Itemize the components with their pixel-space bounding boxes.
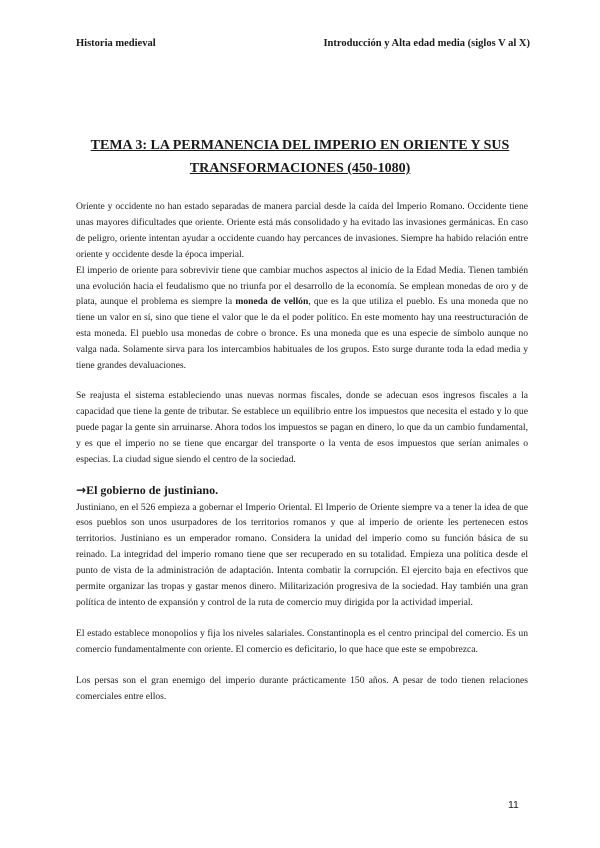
bold-term-vellon: moneda de vellón	[235, 296, 309, 308]
paragraph-6: Los persas son el gran enemigo del imperio durante prácticamente 150 años. A pesar de todo tienen relaciones comerciales entre ellos.	[76, 674, 528, 702]
paragraph-2	[76, 263, 528, 374]
paragraph-5: El estado establece monopolios y fija los niveles salariales. Constantinopla es el centro principal del comercio. Es un comercio fundamentalmente con oriente. El comercio es deficitario, lo que hace que este se empobrezca.	[76, 627, 528, 655]
page-number: 11	[508, 799, 519, 811]
paragraph-4: Justiniano, en el 526 empieza a gobernar el Imperio Oriental. El Imperio de Oriente siempre va a tener la idea de que esos pueblos son unos usurpadores de los territorios romanos y que al imperio de oriente les pertenecen estos territorios. Justiniano es un emperador romano. Considera la unidad del imperio como su función básica de su reinado. La integridad del imperio romano tiene que ser recuperado en su totalidad. Empieza una política desde el punto de vista de la administración de adaptación. Intenta combatir la corrupción. El ejercito baja en efectivos que permite organizar las tropas y gastar menos dinero. Militarización progresiva de la sociedad. Hay también una gran política de intento de expansión y control de la ruta de comercio muy dirigida por la actividad imperial.	[76, 501, 528, 608]
page-header	[76, 38, 530, 49]
arrow-right-icon: →	[76, 482, 87, 497]
header-right: Introducción y Alta edad media (siglos V al X)	[323, 38, 530, 49]
section-heading-text: El gobierno de justiniano.	[86, 482, 219, 497]
title-line-2: TRANSFORMACIONES (450-1080)	[189, 161, 411, 176]
paragraph-2-end: , que es la que utiliza el pueblo. Es una moneda que no tiene un valor en sí, sino que tiene el valor que le da el poder político. En este momento hay una reestructuración de esta moneda. El pueblo usa monedas de cobre o bronce. Es una moneda que es una especie de símbolo aunque no valga nada. Solamente sirva para los intercambios habituales de los grupos. Esto surge durante toda la edad media y tiene grandes devaluaciones.	[76, 296, 528, 372]
paragraph-2-start: El imperio de oriente para sobrevivir tiene que cambiar muchos aspectos al inicio de la Edad Media. Tienen también una evolución hacia el feudalismo que no triunfa por el desarrollo de la economía. Se emplean monedas de oro y de plata, aunque el problema es siempre la	[76, 264, 528, 308]
paragraph-3: Se reajusta el sistema estableciendo unas nuevas normas fiscales, donde se adecuan esos ingresos fiscales a la capacidad que tiene la gente de tributar. Se establece un equilibrio entre los impuestos que necesita el estado y lo que puede pagar la gente sin arruinarse. Ahora todos los impuestos se pagan en dinero, lo que da un cambio fundamental, y es que el imperio no se tiene que encargar del transporte o la venta de esos impuestos que serían animales o especias. La ciudad sigue siendo el centro de la sociedad.	[76, 389, 528, 465]
section-heading	[76, 482, 528, 499]
paragraph-1: Oriente y occidente no han estado separadas de manera parcial desde la caída del Imperio Romano. Occidente tiene unas mayores dificultades que oriente. Oriente está más consolidado y ha evitado las invasiones germánicas. En caso de peligro, oriente intentan ayudar a occidente cuando hay percances de invasiones. Siempre ha habido relación entre oriente y occidente desde la época imperial.	[76, 201, 528, 260]
document-body	[76, 199, 528, 704]
document-title	[70, 134, 530, 180]
title-line-1: TEMA 3: LA PERMANENCIA DEL IMPERIO EN ORIENTE Y SUS	[90, 138, 510, 153]
header-left: Historia medieval	[76, 38, 156, 49]
